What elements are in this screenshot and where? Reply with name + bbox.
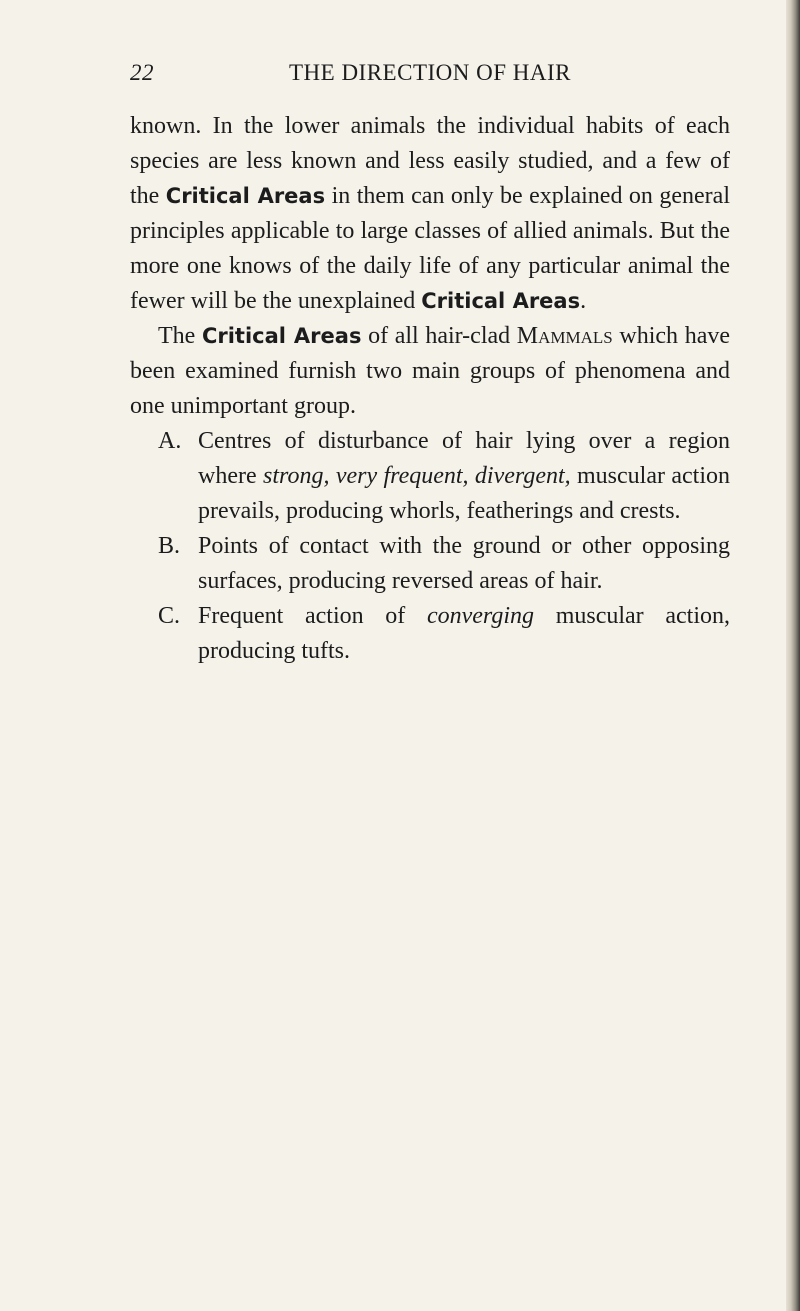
list-item-emphasis: strong, very frequent, divergent,: [263, 463, 571, 489]
list-item-letter: A.: [158, 428, 182, 454]
paragraph-1-text-1: known. In the lower animals the individual habits of each species are less known and less easily studied, and a few of the: [130, 113, 730, 209]
paragraph-1-text-3: .: [580, 288, 587, 314]
list-item-c: [130, 599, 730, 669]
list-item-text: Points of contact with the ground or other opposing surfaces, producing reversed areas of hair.: [198, 533, 730, 594]
paragraph-2: [130, 319, 730, 424]
list-item-text: muscular action, producing tufts.: [198, 603, 730, 664]
running-head: THE DIRECTION OF HAIR: [288, 60, 571, 85]
list-item-text: Frequent action of: [198, 603, 427, 629]
paragraph-1-text-2: in them can only be explained on general principles applicable to large classes of allied animals. But the more one knows of the daily life of any particular animal the fewer will be the unexplained: [130, 183, 730, 314]
list-item-letter: C.: [158, 603, 181, 629]
page-number: 22: [130, 60, 154, 85]
paragraph-2-text-2: of all hair-clad: [361, 323, 517, 349]
page-body: [130, 109, 730, 669]
critical-areas-term: Critical Areas: [421, 289, 581, 313]
page-header: [130, 60, 730, 90]
paragraph-2-text-1: The: [158, 323, 202, 349]
list-item-letter: B.: [158, 533, 181, 559]
mammals-small-caps: Mammals: [516, 323, 613, 349]
list-item-b: [130, 529, 730, 599]
critical-areas-term: Critical Areas: [201, 324, 362, 348]
critical-areas-term: Critical Areas: [165, 184, 326, 208]
page-edge: [786, 0, 800, 1311]
paragraph-1: [130, 109, 730, 319]
list-item-text: Centres of disturbance of hair lying over a region where: [198, 428, 730, 489]
list-item-a: [130, 424, 730, 529]
list-item-text: muscular action prevails, producing whorls, featherings and crests.: [198, 463, 730, 524]
list-item-emphasis: converging: [426, 603, 535, 629]
paragraph-2-text-3: which have been examined furnish two main groups of phenomena and one unimportant group.: [130, 323, 730, 419]
